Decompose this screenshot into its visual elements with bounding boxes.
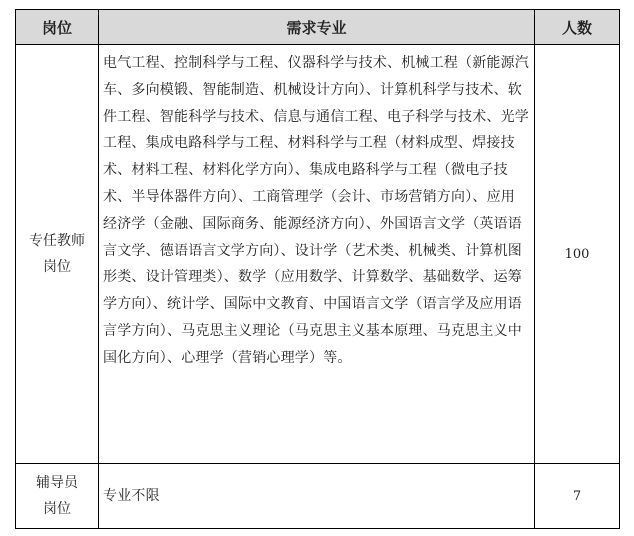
post-cell-counselor <box>16 464 99 529</box>
major-cell-teacher: 电气工程、控制科学与工程、仪器科学与技术、机械工程（新能源汽车、多向模锻、智能制造、机械设计方向）、计算机科学与技术、软件工程、智能科学与技术、信息与通信工程、电子科学与技术、光学工程、集成电路科学与工程、材料科学与工程（材料成型、焊接技术、材料工程、材料化学方向）、集成电路科学与工程（微电子技术、半导体器件方向）、工商管理学（会计、市场营销方向）、应用经济学（金融、国际商务、能源经济方向）、外国语言文学（英语语言文学、德语语言文学方向）、设计学（艺术类、机械类、计算机图形类、设计管理类）、数学（应用数学、计算数学、基础数学、运筹学方向）、统计学、国际中文教育、中国语言文学（语言学及应用语言学方向）、马克思主义理论（马克思主义基本原理、马克思主义中国化方向）、心理学（营销心理学）等。 <box>99 45 535 464</box>
header-count: 人数 <box>535 10 620 45</box>
post-cell-teacher <box>16 45 99 464</box>
table-row-counselor <box>16 464 620 529</box>
post-label-line2: 岗位 <box>43 259 71 275</box>
table-header-row <box>16 10 620 45</box>
header-post: 岗位 <box>16 10 99 45</box>
post-label-line2: 岗位 <box>43 501 71 517</box>
post-label-line1: 专任教师 <box>29 233 85 249</box>
major-cell-counselor: 专业不限 <box>99 464 535 529</box>
table-row-teacher <box>16 45 620 464</box>
post-label-line1: 辅导员 <box>36 475 78 491</box>
count-cell-counselor: 7 <box>535 464 620 529</box>
header-major: 需求专业 <box>99 10 535 45</box>
count-cell-teacher: 100 <box>535 45 620 464</box>
recruitment-table <box>15 9 620 529</box>
